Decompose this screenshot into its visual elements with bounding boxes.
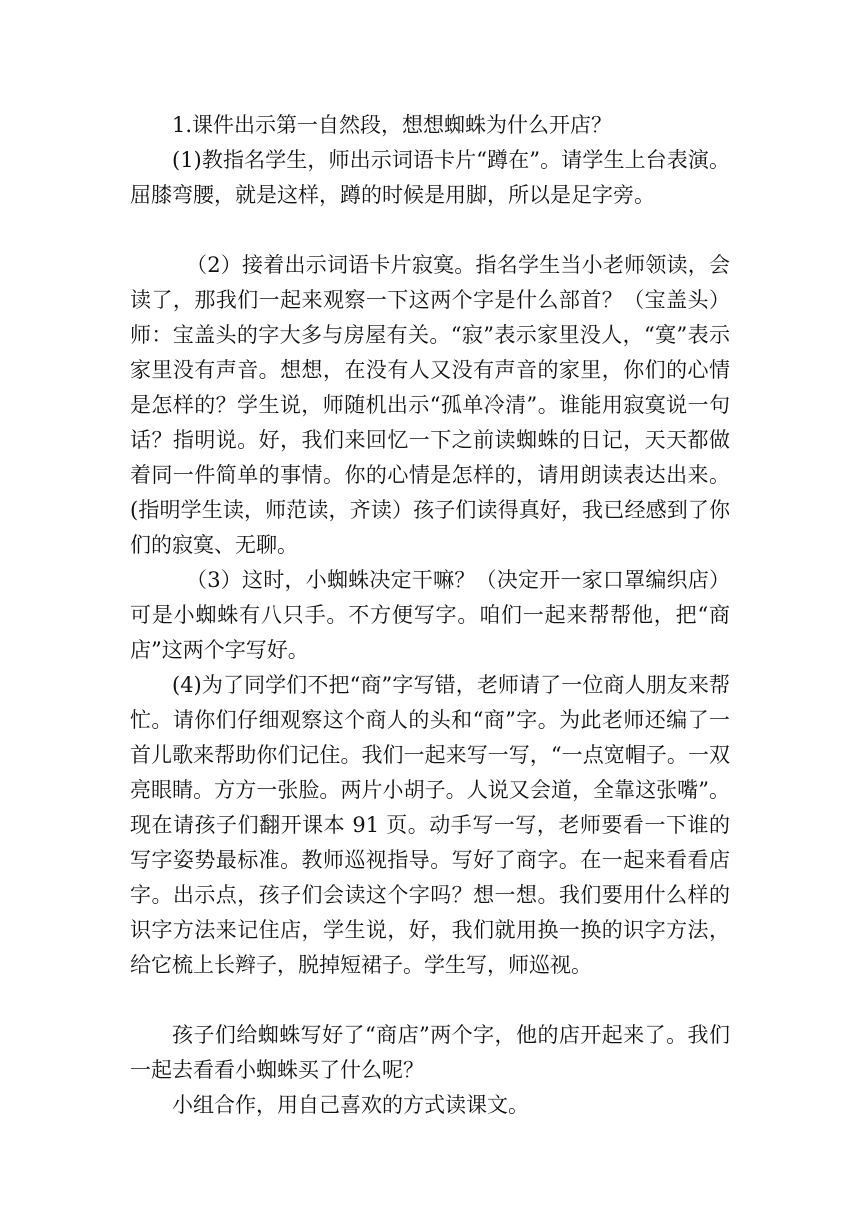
paragraph-step-1-part-4: (4)为了同学们不把“商”字写错，老师请了一位商人朋友来帮忙。请你们仔细观察这个商人的头和“商”字。为此老师还编了一首儿歌来帮助你们记住。我们一起来写一写，“一点宽帽子。一双亮眼睛。方方一张脸。两片小胡子。人说又会道，全靠这张嘴”。现在请孩子们翻开课本 91 页。动手写一写，老师要看一下谁的写字姿势最标准。教师巡视指导。写好了商字。在一起来看看店字。出示点，孩子们会读这个字吗？想一想。我们要用什么样的识字方法来记住店，学生说，好，我们就用换一换的识字方法，给它梳上长辫子，脱掉短裙子。学生写，师巡视。 (130, 673, 730, 977)
paragraph-group-reading: 小组合作，用自己喜欢的方式读课文。 (172, 1093, 529, 1117)
paragraph-step-1: 1.课件出示第一自然段，想想蜘蛛为什么开店？ (172, 113, 613, 137)
paragraph-step-1-part-2: （2）接着出示词语卡片寂寞。指名学生当小老师领读，会读了，那我们一起来观察一下这两个字是什么部首？（宝盖头）师：宝盖头的字大多与房屋有关。“寂”表示家里没人，“寞”表示家里没有声音。想想，在没有人又没有声音的家里，你们的心情是怎样的？学生说，师随机出示“孤单冷清”。谁能用寂寞说一句话？指明说。好，我们来回忆一下之前读蜘蛛的日记，天天都做着同一件简单的事情。你的心情是怎样的，请用朗读表达出来。(指明学生读，师范读，齐读）孩子们读得真好，我已经感到了你们的寂寞、无聊。 (130, 253, 730, 557)
paragraph-step-1-part-3: （3）这时，小蜘蛛决定干嘛？（决定开一家口罩编织店）可是小蜘蛛有八只手。不方便写字。咱们一起来帮帮他，把“商店”这两个字写好。 (130, 568, 730, 662)
paragraph-step-1-part-1: (1)教指名学生，师出示词语卡片“蹲在”。请学生上台表演。屈膝弯腰，就是这样，蹲的时候是用脚，所以是足字旁。 (130, 148, 730, 207)
paragraph-shop-opened: 孩子们给蜘蛛写好了“商店”两个字，他的店开起来了。我们一起去看看小蜘蛛买了什么呢？ (130, 1023, 730, 1082)
